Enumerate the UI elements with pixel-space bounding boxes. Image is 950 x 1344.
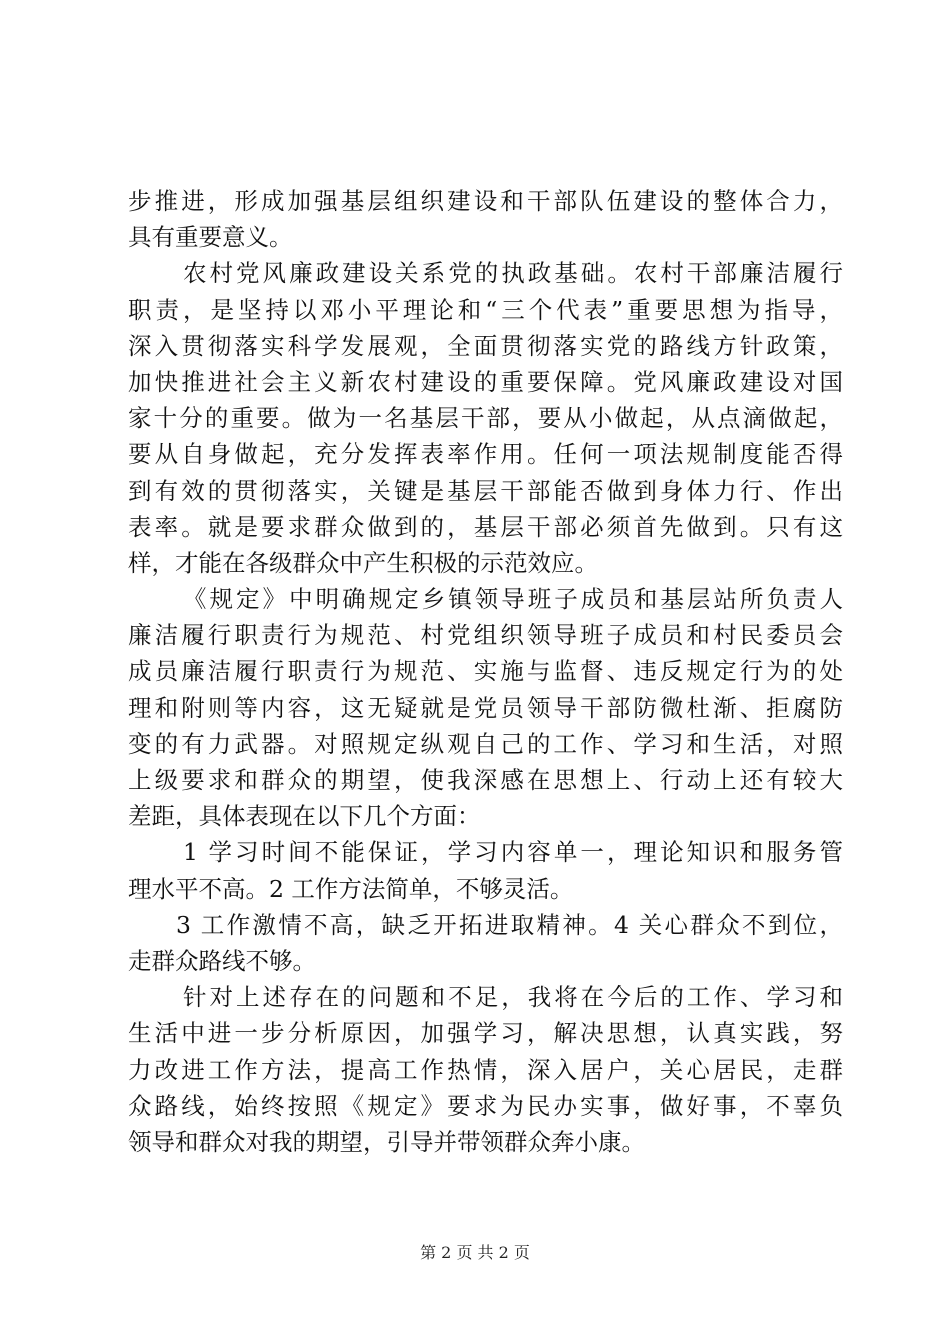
text-line: 领导和群众对我的期望，引导并带领群众奔小康。 <box>128 1127 645 1156</box>
text-line: 3 工作激情不高，缺乏开拓进取精神。4 关心群众不到位， <box>176 910 843 939</box>
text-line: 力改进工作方法，提高工作热情，深入居户，关心居民，走群 <box>128 1055 843 1084</box>
text-line: 具有重要意义。 <box>128 223 293 252</box>
text-line: 针对上述存在的问题和不足，我将在今后的工作、学习和 <box>183 983 843 1012</box>
page-footer: 第 2 页 共 2 页 <box>420 1243 530 1262</box>
document-body <box>128 183 843 1160</box>
text-line: 步推进，形成加强基层组织建设和干部队伍建设的整体合力， <box>128 187 843 215</box>
text-line: 农村党风廉政建设关系党的执政基础。农村干部廉洁履行 <box>183 259 843 288</box>
text-line: 理和附则等内容，这无疑就是党员领导干部防微杜渐、拒腐防 <box>128 693 843 722</box>
text-line: 差距，具体表现在以下几个方面： <box>128 802 481 831</box>
text-line: 变的有力武器。对照规定纵观自己的工作、学习和生活，对照 <box>128 729 843 758</box>
text-line: 家十分的重要。做为一名基层干部，要从小做起，从点滴做起， <box>128 404 843 433</box>
text-line: 生活中进一步分析原因，加强学习，解决思想，认真实践，努 <box>128 1019 843 1048</box>
text-line: 样，才能在各级群众中产生积极的示范效应。 <box>128 548 598 577</box>
text-line: 上级要求和群众的期望，使我深感在思想上、行动上还有较大 <box>128 766 843 794</box>
text-line: 职责，是坚持以邓小平理论和“三个代表”重要思想为指导， <box>128 295 843 324</box>
text-line: 表率。就是要求群众做到的，基层干部必须首先做到。只有这 <box>128 512 843 541</box>
text-line: 1 学习时间不能保证，学习内容单一，理论知识和服务管 <box>183 838 843 867</box>
text-line: 加快推进社会主义新农村建设的重要保障。党风廉政建设对国 <box>128 367 843 396</box>
text-line: 走群众路线不够。 <box>128 946 316 975</box>
text-line: 《规定》中明确规定乡镇领导班子成员和基层站所负责人 <box>183 585 843 614</box>
text-line: 深入贯彻落实科学发展观，全面贯彻落实党的路线方针政策， <box>128 331 843 360</box>
text-line: 成员廉洁履行职责行为规范、实施与监督、违反规定行为的处 <box>128 657 843 686</box>
text-line: 要从自身做起，充分发挥表率作用。任何一项法规制度能否得 <box>128 440 843 469</box>
text-line: 理水平不高。2 工作方法简单，不够灵活。 <box>128 874 574 903</box>
text-line: 廉洁履行职责行为规范、村党组织领导班子成员和村民委员会 <box>128 621 843 650</box>
text-line: 众路线，始终按照《规定》要求为民办实事，做好事，不辜负 <box>128 1091 843 1120</box>
text-line: 到有效的贯彻落实，关键是基层干部能否做到身体力行、作出 <box>128 476 843 505</box>
